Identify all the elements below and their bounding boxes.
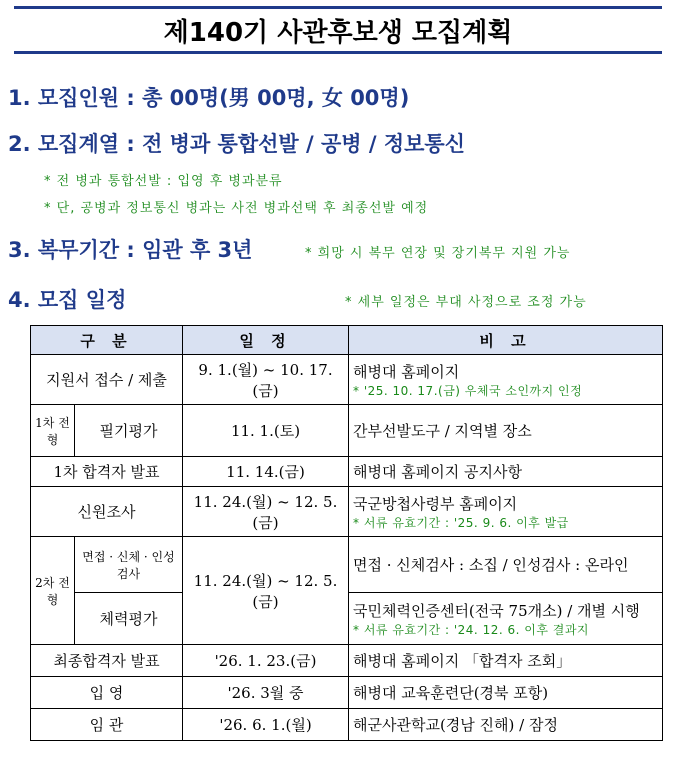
row-note: 간부선발도구 / 지역별 장소	[349, 405, 663, 457]
note-main: 국군방첩사령부 홈페이지	[353, 494, 518, 513]
note-branch-selection: * 단, 공병과 정보통신 병과는 사전 병과선택 후 최종선발 예정	[44, 201, 429, 216]
header-remarks: 비 고	[349, 326, 663, 355]
table-row	[31, 537, 663, 593]
row-label: 필기평가	[75, 405, 183, 457]
row-note	[349, 355, 663, 405]
row-label: 면접 · 신체 · 인성검사	[75, 537, 183, 593]
schedule-table	[30, 325, 663, 741]
section-schedule: 4. 모집 일정	[8, 288, 127, 312]
row-label: 최종합격자 발표	[31, 645, 183, 677]
row-label: 체력평가	[75, 593, 183, 645]
header-date: 일 정	[183, 326, 349, 355]
row-date: 11. 1.(토)	[183, 405, 349, 457]
section-recruit-count: 1. 모집인원 : 총 00명(男 00명, 女 00명)	[8, 86, 410, 110]
group-label-second: 2차 전형	[31, 537, 75, 645]
note-sub: * 서류 유효기간 : '25. 9. 6. 이후 발급	[353, 515, 569, 530]
table-row	[31, 487, 663, 537]
row-date: 11. 14.(금)	[183, 457, 349, 487]
table-row	[31, 355, 663, 405]
row-label: 입 영	[31, 677, 183, 709]
row-note	[349, 593, 663, 645]
row-note: 해병대 교육훈련단(경북 포항)	[349, 677, 663, 709]
note-service-extension: * 희망 시 복무 연장 및 장기복무 지원 가능	[305, 246, 571, 261]
row-label: 임 관	[31, 709, 183, 741]
row-note: 해병대 홈페이지 공지사항	[349, 457, 663, 487]
section-service-period: 3. 복무기간 : 임관 후 3년	[8, 238, 253, 262]
row-date: '26. 3월 중	[183, 677, 349, 709]
row-label: 1차 합격자 발표	[31, 457, 183, 487]
table-row	[31, 709, 663, 741]
table-row	[31, 645, 663, 677]
note-schedule-adjust: * 세부 일정은 부대 사정으로 조정 가능	[345, 295, 587, 310]
row-label: 신원조사	[31, 487, 183, 537]
row-date: 11. 24.(월) ~ 12. 5.(금)	[183, 487, 349, 537]
row-date: 9. 1.(월) ~ 10. 17.(금)	[183, 355, 349, 405]
row-date: 11. 24.(월) ~ 12. 5.(금)	[183, 537, 349, 645]
row-date: '26. 6. 1.(월)	[183, 709, 349, 741]
title-bar	[14, 6, 662, 54]
note-integrated-selection: * 전 병과 통합선발 : 입영 후 병과분류	[44, 174, 283, 189]
group-label-first: 1차 전형	[31, 405, 75, 457]
header-category: 구 분	[31, 326, 183, 355]
table-row	[31, 405, 663, 457]
row-date: '26. 1. 23.(금)	[183, 645, 349, 677]
note-sub: * 서류 유효기간 : '24. 12. 6. 이후 결과지	[353, 622, 590, 637]
table-row	[31, 677, 663, 709]
table-row	[31, 457, 663, 487]
row-label: 지원서 접수 / 제출	[31, 355, 183, 405]
note-main: 해병대 홈페이지	[353, 362, 460, 381]
row-note: 면접 · 신체검사 : 소집 / 인성검사 : 온라인	[349, 537, 663, 593]
row-note	[349, 487, 663, 537]
page-title: 제140기 사관후보생 모집계획	[163, 17, 513, 48]
note-main: 국민체력인증센터(전국 75개소) / 개별 시행	[353, 601, 640, 620]
row-note: 해군사관학교(경남 진해) / 잠정	[349, 709, 663, 741]
table-header-row	[31, 326, 663, 355]
row-note: 해병대 홈페이지 「합격자 조회」	[349, 645, 663, 677]
note-sub: * '25. 10. 17.(금) 우체국 소인까지 인정	[353, 383, 583, 398]
section-recruit-track: 2. 모집계열 : 전 병과 통합선발 / 공병 / 정보통신	[8, 132, 465, 156]
